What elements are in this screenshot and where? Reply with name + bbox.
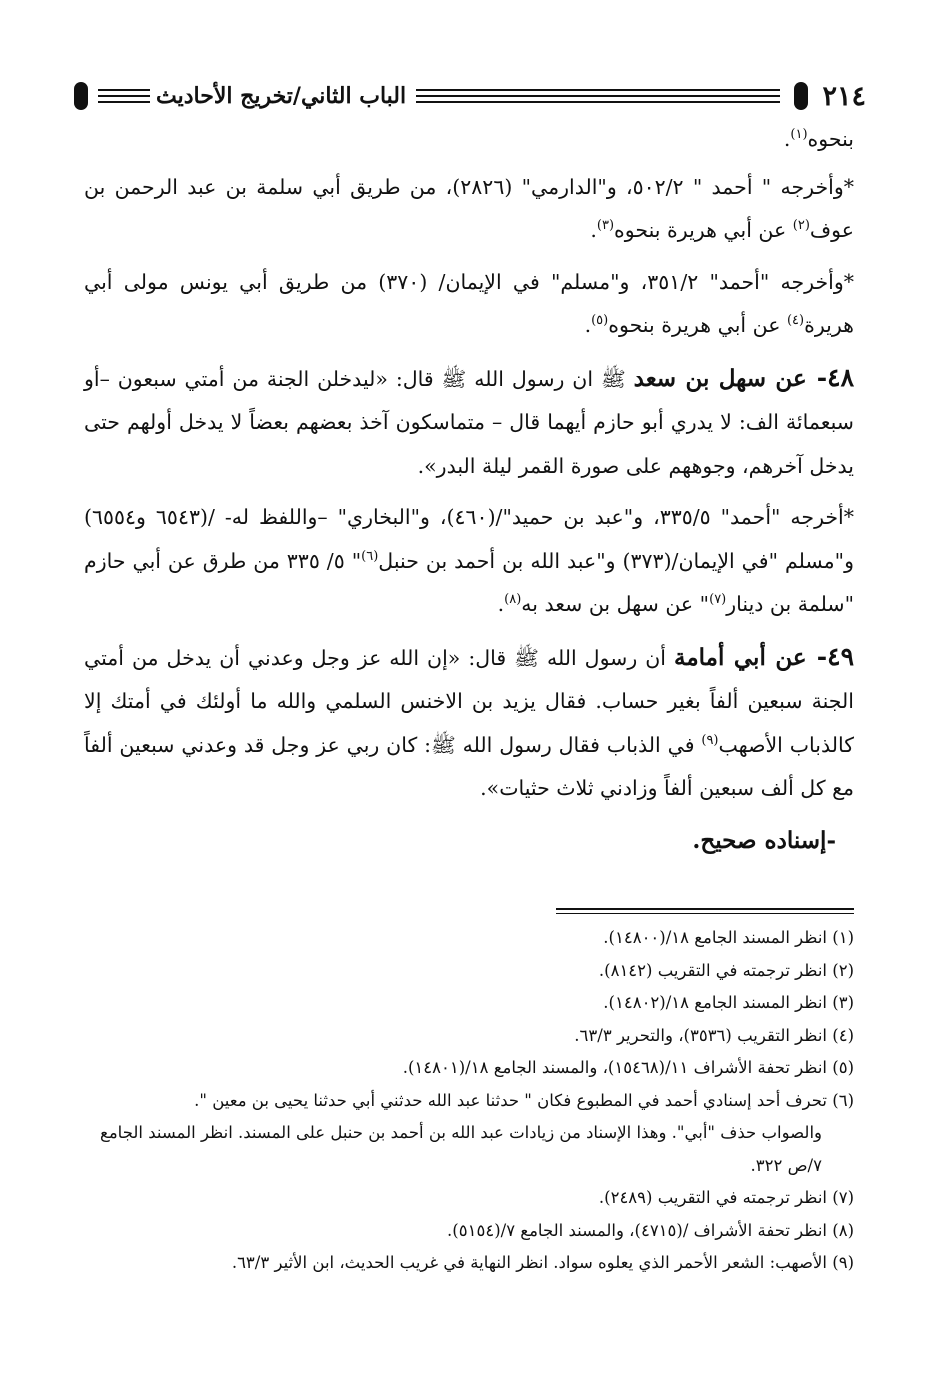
continuation-line: بنحوه$^{(١)}$. (783, 127, 854, 151)
page-header (70, 74, 866, 118)
footnote-separator (556, 908, 854, 914)
isnad-grade: -إسناده صحيح. (692, 826, 836, 854)
ornament-dot-icon (74, 82, 88, 110)
page-number: ٢١٤ (822, 80, 866, 112)
main-text (84, 118, 854, 862)
footnote: (٧) انظر ترجمته في التقريب (٢٤٨٩). (598, 1188, 854, 1207)
footnote-ref[interactable]: (٩) (701, 732, 719, 748)
footnote: (٣) انظر المسند الجامع ١٨/(١٤٨٠٢). (603, 993, 854, 1012)
hadith-number: ٤٨- (806, 362, 854, 392)
takhrij-paragraph: *وأخرجه "أحمد" ٣٥١/٢، و"مسلم" في الإيمان/ (٣٧٠) من طريق أبي يونس مولى أبي هريرة$^{(٤)}$ عن أبي هريرة بنحوه$^{(٥)}$. (84, 269, 854, 337)
footnotes (96, 922, 854, 1280)
footnote-ref[interactable]: (٤) (786, 313, 805, 329)
footnote: (٢) انظر ترجمته في التقريب (٨١٤٢). (598, 960, 854, 980)
running-title: الباب الثاني/تخريج الأحاديث (156, 83, 407, 109)
header-rule-left (98, 89, 150, 103)
ornament-dot-icon (794, 82, 808, 110)
footnote-continuation: والصواب حذف "أبي". وهذا الإسناد من زيادات عبد الله بن أحمد بن حنبل على المسند. انظر المسند الجامع ٧/ص ٣٢٢. (100, 1123, 822, 1175)
hadith-49: ٤٩- عن أبي أمامة أن رسول الله ﷺ قال: «إن الله عز وجل وعدني أن يدخل من أمتي الجنة سبعين ألفاً بغير حساب. فقال يزيد بن الاخنس السلمي والله ما أولئك في أمتك إلا كالذباب الأصهب$^{(٩)}$ في الذباب فقال رسول الله ﷺ: كان ربي عز وجل قد وعدني سبعين ألفاً مع كل ألف سبعين ألفاً وزادني ثلاث حثيات». (84, 641, 855, 800)
footnote-ref[interactable]: (٥) (591, 313, 609, 329)
footnote: (٨) انظر تحفة الأشراف /(٤٧١٥)، والمسند الجامع ٧/(٥١٥٤). (447, 1220, 854, 1240)
footnote-ref[interactable]: (١) (790, 127, 808, 143)
footnote-ref[interactable]: (٦) (361, 548, 379, 564)
narrator-name: عن أبي أمامة (674, 643, 807, 671)
takhrij-paragraph: *أخرجه "أحمد" ٣٣٥/٥، و"عبد بن حميد"/(٤٦٠)، و"البخاري" –واللفظ له- /(٦٥٤٣ و٦٥٥٤) و"مسلم "في الإيمان/(٣٧٣) و"عبد الله بن أحمد بن حنبل$^{(٦)}$" ٥/ ٣٣٥ من طرق عن أبي حازم "سلمة بن دينار$^{(٧)}$" عن سهل بن سعد به$^{(٨)}$. (84, 505, 854, 616)
footnote: (٥) انظر تحفة الأشراف ١١/(١٥٤٦٨)، والمسند الجامع ١٨/(١٤٨٠١). (402, 1058, 854, 1077)
footnote-ref[interactable]: (٣) (596, 218, 615, 234)
header-rule-right (416, 89, 780, 103)
footnote: (٩) الأصهب: الشعر الأحمر الذي يعلوه سواد. انظر النهاية في غريب الحديث، ابن الأثير ٦٣/٣. (231, 1253, 854, 1272)
hadith-48: ٤٨- عن سهل بن سعد ﷺ ان رسول الله ﷺ قال: «ليدخلن الجنة من أمتي سبعون –أو سبعمائة الف: لا يدري أبو حازم أيهما قال – متماسكون آخذ بعضهم بعضاً لا يدخل أولهم حتى يدخل آخرهم، وجوههم على صورة القمر ليلة البدر». (84, 362, 854, 478)
footnote: (٦) تحرف أحد إسنادي أحمد في المطبوع فكان " حدثنا عبد الله حدثني أبي حدثنا يحيى بن معين ". (194, 1090, 854, 1110)
hadith-number: ٤٩- (806, 641, 855, 671)
narrator-name: عن سهل بن سعد (633, 364, 807, 392)
footnote-ref[interactable]: (٧) (709, 592, 727, 608)
footnote: (١) انظر المسند الجامع ١٨/(١٤٨٠٠). (603, 928, 854, 947)
takhrij-paragraph: *وأخرجه " أحمد " ٥٠٢/٢، و"الدارمي" (٢٨٢٦)، من طريق أبي سلمة بن عبد الرحمن بن عوف$^{(٢)}$ عن أبي هريرة بنحوه$^{(٣)}$. (84, 174, 854, 242)
footnote-ref[interactable]: (٢) (792, 218, 810, 234)
footnote-ref[interactable]: (٨) (504, 592, 522, 608)
footnote: (٤) انظر التقريب (٣٥٣٦)، والتحرير ٦٣/٣. (574, 1025, 854, 1045)
